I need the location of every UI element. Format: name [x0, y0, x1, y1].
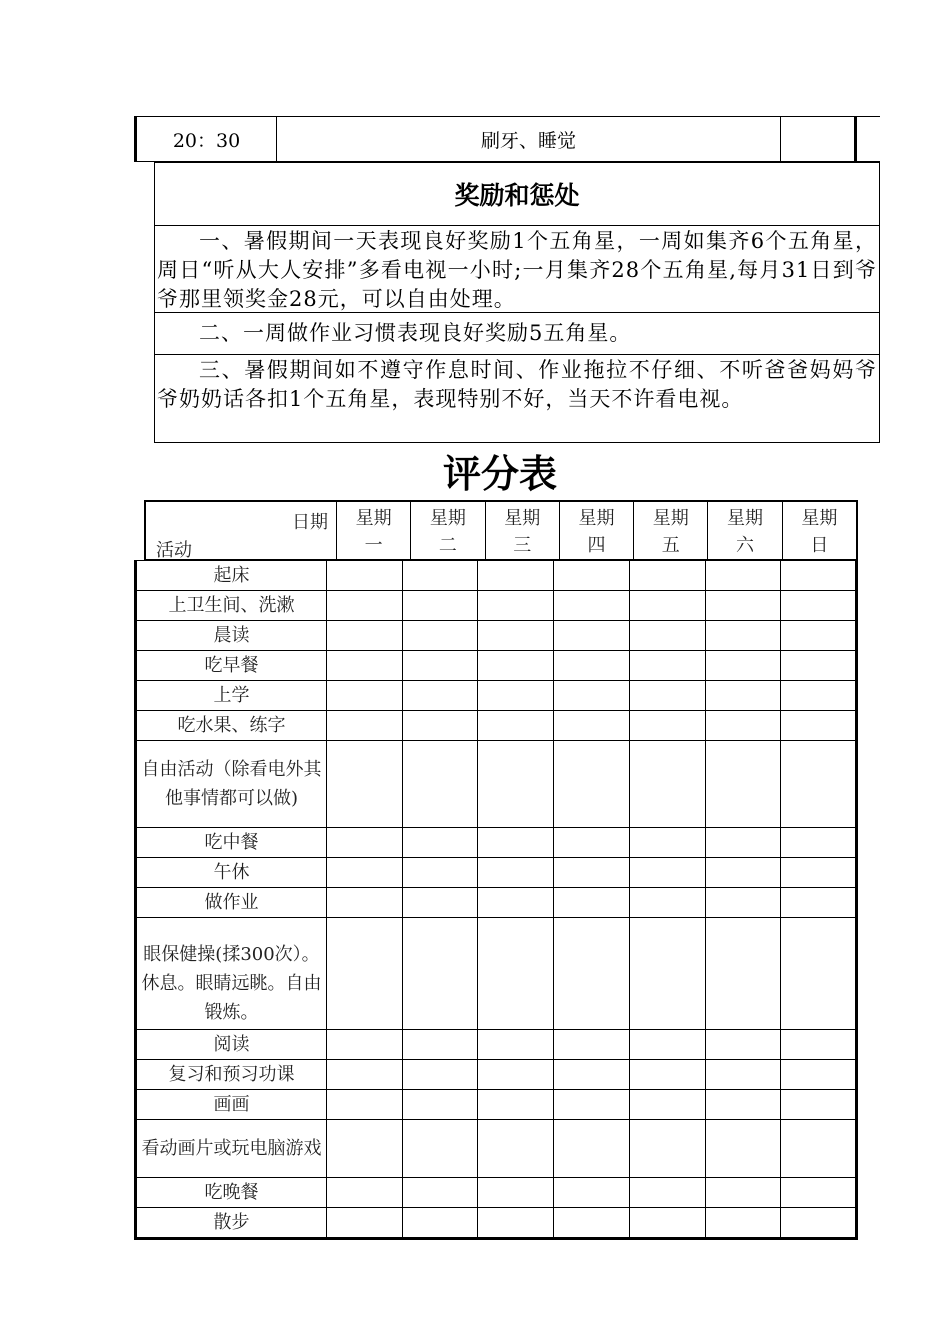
- activity-cell: 复习和预习功课: [136, 1060, 327, 1090]
- schedule-row: [134, 116, 880, 162]
- score-cell[interactable]: [402, 918, 478, 1030]
- score-cell[interactable]: [629, 918, 705, 1030]
- score-cell[interactable]: [478, 828, 554, 858]
- score-cell[interactable]: [478, 1090, 554, 1120]
- day-header-tue: [411, 502, 485, 559]
- score-cell[interactable]: [327, 918, 403, 1030]
- score-cell[interactable]: [554, 828, 630, 858]
- score-cell[interactable]: [402, 741, 478, 828]
- schedule-time: 20：30: [134, 116, 276, 162]
- score-cell[interactable]: [781, 888, 857, 918]
- schedule-activity: 刷牙、睡觉: [276, 116, 780, 162]
- score-cell[interactable]: [327, 1030, 403, 1060]
- score-cell[interactable]: [781, 711, 857, 741]
- score-cell[interactable]: [478, 1060, 554, 1090]
- score-cell[interactable]: [781, 1030, 857, 1060]
- score-cell[interactable]: [327, 1060, 403, 1090]
- table-row: [136, 651, 857, 681]
- score-cell[interactable]: [554, 681, 630, 711]
- activity-cell: 吃早餐: [136, 651, 327, 681]
- score-table-body: [134, 560, 858, 1240]
- score-cell[interactable]: [402, 591, 478, 621]
- score-cell[interactable]: [554, 1120, 630, 1178]
- score-cell[interactable]: [478, 741, 554, 828]
- day-header-line1: 星期: [652, 508, 689, 529]
- activity-cell: 眼保健操(揉300次）。休息。眼睛远眺。自由锻炼。: [136, 918, 327, 1030]
- score-cell[interactable]: [781, 1208, 857, 1239]
- score-cell[interactable]: [781, 1090, 857, 1120]
- activity-cell: 晨读: [136, 621, 327, 651]
- score-cell[interactable]: [402, 858, 478, 888]
- score-cell[interactable]: [705, 741, 781, 828]
- score-cell[interactable]: [781, 591, 857, 621]
- activity-cell: 上学: [136, 681, 327, 711]
- score-cell[interactable]: [478, 561, 554, 591]
- activity-cell: 吃水果、练字: [136, 711, 327, 741]
- day-header-wed: [486, 502, 560, 559]
- score-cell[interactable]: [629, 1090, 705, 1120]
- score-cell[interactable]: [629, 711, 705, 741]
- score-cell[interactable]: [705, 828, 781, 858]
- score-cell[interactable]: [554, 591, 630, 621]
- schedule-blank-cell: [780, 116, 857, 162]
- score-cell[interactable]: [629, 681, 705, 711]
- score-cell[interactable]: [781, 828, 857, 858]
- score-cell[interactable]: [781, 918, 857, 1030]
- score-cell[interactable]: [327, 1090, 403, 1120]
- table-row: [136, 591, 857, 621]
- reward-rule-2-text: 二、一周做作业习惯表现良好奖励5五角星。: [199, 321, 632, 345]
- day-header-line2: 日: [810, 535, 829, 556]
- table-row: [136, 561, 857, 591]
- reward-rule-1: 一、暑假期间一天表现良好奖励1个五角星，一周如集齐6个五角星，周日“听从大人安排”多看电视一小时;一月集齐28个五角星,每月31日到爷爷那里领奖金28元，可以自由处理。: [155, 226, 879, 313]
- score-cell[interactable]: [705, 711, 781, 741]
- table-row: [136, 621, 857, 651]
- day-header-line2: 四: [587, 535, 606, 556]
- day-header-line1: 星期: [578, 508, 615, 529]
- score-cell[interactable]: [705, 621, 781, 651]
- table-row: [136, 681, 857, 711]
- score-cell[interactable]: [705, 858, 781, 888]
- table-row: [136, 1120, 857, 1178]
- score-cell[interactable]: [629, 1178, 705, 1208]
- score-cell[interactable]: [629, 591, 705, 621]
- score-cell[interactable]: [478, 858, 554, 888]
- table-row: [136, 918, 857, 1030]
- score-cell[interactable]: [478, 888, 554, 918]
- score-cell[interactable]: [629, 858, 705, 888]
- rewards-section: [154, 162, 880, 443]
- score-cell[interactable]: [402, 621, 478, 651]
- score-cell[interactable]: [629, 1208, 705, 1239]
- score-cell[interactable]: [478, 1178, 554, 1208]
- score-cell[interactable]: [554, 858, 630, 888]
- table-row: [136, 1090, 857, 1120]
- table-row: [136, 1178, 857, 1208]
- schedule-edge-cell: [857, 116, 880, 162]
- score-cell[interactable]: [705, 1030, 781, 1060]
- score-rows: [136, 561, 857, 1239]
- score-cell[interactable]: [478, 711, 554, 741]
- score-cell[interactable]: [554, 711, 630, 741]
- activity-cell: 午休: [136, 858, 327, 888]
- day-header-line2: 三: [513, 535, 532, 556]
- score-cell[interactable]: [781, 1060, 857, 1090]
- day-header-line2: 一: [364, 535, 383, 556]
- day-header-line1: 星期: [429, 508, 466, 529]
- score-cell[interactable]: [327, 681, 403, 711]
- score-cell[interactable]: [705, 681, 781, 711]
- score-cell[interactable]: [629, 1120, 705, 1178]
- score-cell[interactable]: [629, 741, 705, 828]
- score-cell[interactable]: [402, 681, 478, 711]
- score-cell[interactable]: [781, 651, 857, 681]
- activity-cell: 散步: [136, 1208, 327, 1239]
- score-cell[interactable]: [554, 1060, 630, 1090]
- score-cell[interactable]: [554, 918, 630, 1030]
- score-cell[interactable]: [781, 621, 857, 651]
- score-cell[interactable]: [629, 561, 705, 591]
- score-cell[interactable]: [478, 1120, 554, 1178]
- score-table-header: [144, 500, 858, 560]
- score-cell[interactable]: [327, 621, 403, 651]
- score-cell[interactable]: [554, 1178, 630, 1208]
- score-cell[interactable]: [554, 1090, 630, 1120]
- table-row: [136, 828, 857, 858]
- score-cell[interactable]: [402, 828, 478, 858]
- score-table-title: 评分表: [442, 452, 557, 496]
- score-cell[interactable]: [402, 1030, 478, 1060]
- table-row: [136, 711, 857, 741]
- day-header-mon: [337, 502, 411, 559]
- score-cell[interactable]: [327, 651, 403, 681]
- table-row: [136, 1060, 857, 1090]
- corner-activity-label: 活动: [156, 540, 192, 561]
- score-cell[interactable]: [629, 828, 705, 858]
- table-row: [136, 1208, 857, 1239]
- day-header-fri: [634, 502, 708, 559]
- corner-date-label: 日期: [292, 512, 328, 533]
- score-cell[interactable]: [478, 681, 554, 711]
- score-cell[interactable]: [705, 1060, 781, 1090]
- score-cell[interactable]: [705, 888, 781, 918]
- score-cell[interactable]: [705, 1120, 781, 1178]
- activity-cell: 吃中餐: [136, 828, 327, 858]
- score-cell[interactable]: [705, 1090, 781, 1120]
- day-header-line2: 六: [736, 535, 755, 556]
- score-cell[interactable]: [478, 591, 554, 621]
- score-cell[interactable]: [327, 741, 403, 828]
- score-cell[interactable]: [554, 1030, 630, 1060]
- score-cell[interactable]: [705, 651, 781, 681]
- activity-cell: 看动画片或玩电脑游戏: [136, 1120, 327, 1178]
- score-cell[interactable]: [327, 888, 403, 918]
- activity-cell: 自由活动（除看电外其他事情都可以做): [136, 741, 327, 828]
- rewards-title: 奖励和惩处: [155, 163, 879, 226]
- score-cell[interactable]: [327, 591, 403, 621]
- score-cell[interactable]: [554, 1208, 630, 1239]
- score-cell[interactable]: [327, 1208, 403, 1239]
- score-cell[interactable]: [629, 888, 705, 918]
- score-cell[interactable]: [781, 741, 857, 828]
- score-cell[interactable]: [478, 621, 554, 651]
- score-cell[interactable]: [478, 651, 554, 681]
- score-cell[interactable]: [554, 651, 630, 681]
- score-cell[interactable]: [327, 561, 403, 591]
- score-cell[interactable]: [781, 561, 857, 591]
- table-row: [136, 741, 857, 828]
- day-header-line2: 五: [661, 535, 680, 556]
- day-header-line2: 二: [438, 535, 457, 556]
- score-cell[interactable]: [705, 561, 781, 591]
- score-cell[interactable]: [402, 888, 478, 918]
- score-cell[interactable]: [478, 1208, 554, 1239]
- score-cell[interactable]: [402, 1120, 478, 1178]
- score-cell[interactable]: [554, 741, 630, 828]
- day-header-thu: [560, 502, 634, 559]
- score-cell[interactable]: [705, 1208, 781, 1239]
- score-cell[interactable]: [402, 1060, 478, 1090]
- score-cell[interactable]: [629, 1060, 705, 1090]
- score-cell[interactable]: [402, 561, 478, 591]
- score-cell[interactable]: [781, 858, 857, 888]
- score-cell[interactable]: [781, 681, 857, 711]
- score-cell[interactable]: [327, 1178, 403, 1208]
- score-cell[interactable]: [327, 858, 403, 888]
- day-header-sat: [708, 502, 782, 559]
- reward-rule-2: [155, 313, 879, 355]
- score-cell[interactable]: [402, 1178, 478, 1208]
- reward-rule-3: 三、暑假期间如不遵守作息时间、作业拖拉不仔细、不听爸爸妈妈爷爷奶奶话各扣1个五角星，表现特别不好，当天不许看电视。: [157, 358, 877, 411]
- score-cell[interactable]: [554, 561, 630, 591]
- score-cell[interactable]: [478, 918, 554, 1030]
- day-header-line1: 星期: [504, 508, 541, 529]
- table-row: [136, 888, 857, 918]
- day-header-line1: 星期: [355, 508, 392, 529]
- score-cell[interactable]: [705, 591, 781, 621]
- score-cell[interactable]: [629, 1030, 705, 1060]
- day-header-line1: 星期: [727, 508, 764, 529]
- score-cell[interactable]: [327, 1120, 403, 1178]
- score-cell[interactable]: [327, 711, 403, 741]
- day-header-sun: [783, 502, 856, 559]
- score-cell[interactable]: [402, 711, 478, 741]
- score-cell[interactable]: [705, 918, 781, 1030]
- score-cell[interactable]: [478, 1030, 554, 1060]
- score-cell[interactable]: [781, 1178, 857, 1208]
- table-row: [136, 858, 857, 888]
- activity-cell: 吃晚餐: [136, 1178, 327, 1208]
- day-header-line1: 星期: [801, 508, 838, 529]
- score-cell[interactable]: [554, 621, 630, 651]
- score-cell[interactable]: [402, 1208, 478, 1239]
- activity-cell: 阅读: [136, 1030, 327, 1060]
- activity-cell: 上卫生间、洗漱: [136, 591, 327, 621]
- activity-cell: 起床: [136, 561, 327, 591]
- header-corner-cell: [146, 502, 337, 559]
- score-cell[interactable]: [781, 1120, 857, 1178]
- table-row: [136, 1030, 857, 1060]
- score-cell[interactable]: [327, 828, 403, 858]
- score-cell[interactable]: [629, 621, 705, 651]
- score-cell[interactable]: [705, 1178, 781, 1208]
- score-cell[interactable]: [629, 651, 705, 681]
- activity-cell: 做作业: [136, 888, 327, 918]
- score-cell[interactable]: [402, 651, 478, 681]
- activity-cell: 画画: [136, 1090, 327, 1120]
- score-cell[interactable]: [402, 1090, 478, 1120]
- score-cell[interactable]: [554, 888, 630, 918]
